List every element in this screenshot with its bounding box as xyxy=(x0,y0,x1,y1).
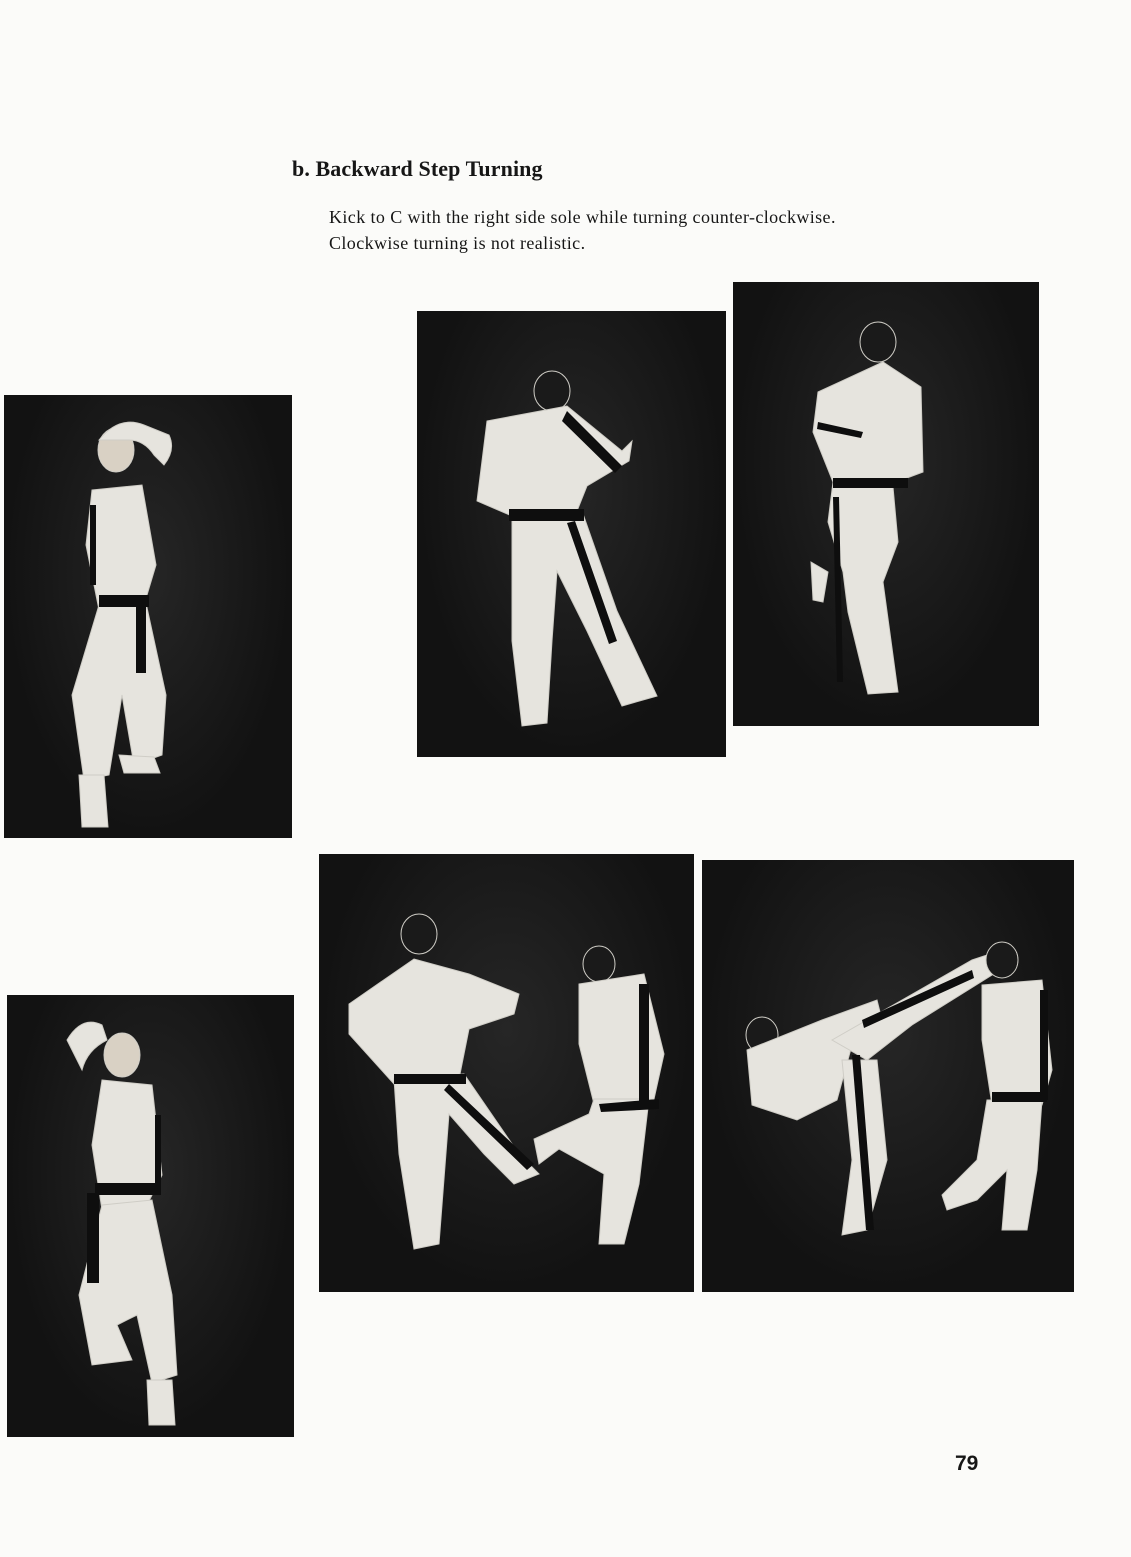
photo-ready-stance-top xyxy=(4,395,292,838)
instruction-line-1: Kick to C with the right side sole while turning counter-clockwise. xyxy=(329,207,836,227)
photo-ready-stance-bottom xyxy=(7,995,294,1437)
photo-opponent-low-kick xyxy=(319,854,694,1292)
photo-side-sole-kick xyxy=(702,860,1074,1292)
instruction-line-2: Clockwise turning is not realistic. xyxy=(329,233,586,253)
photo-turning-pivot xyxy=(733,282,1039,726)
page-number: 79 xyxy=(955,1452,979,1475)
section-heading: b. Backward Step Turning xyxy=(292,156,543,181)
instruction-text xyxy=(329,204,1089,256)
photo-turning-back-step xyxy=(417,311,726,757)
